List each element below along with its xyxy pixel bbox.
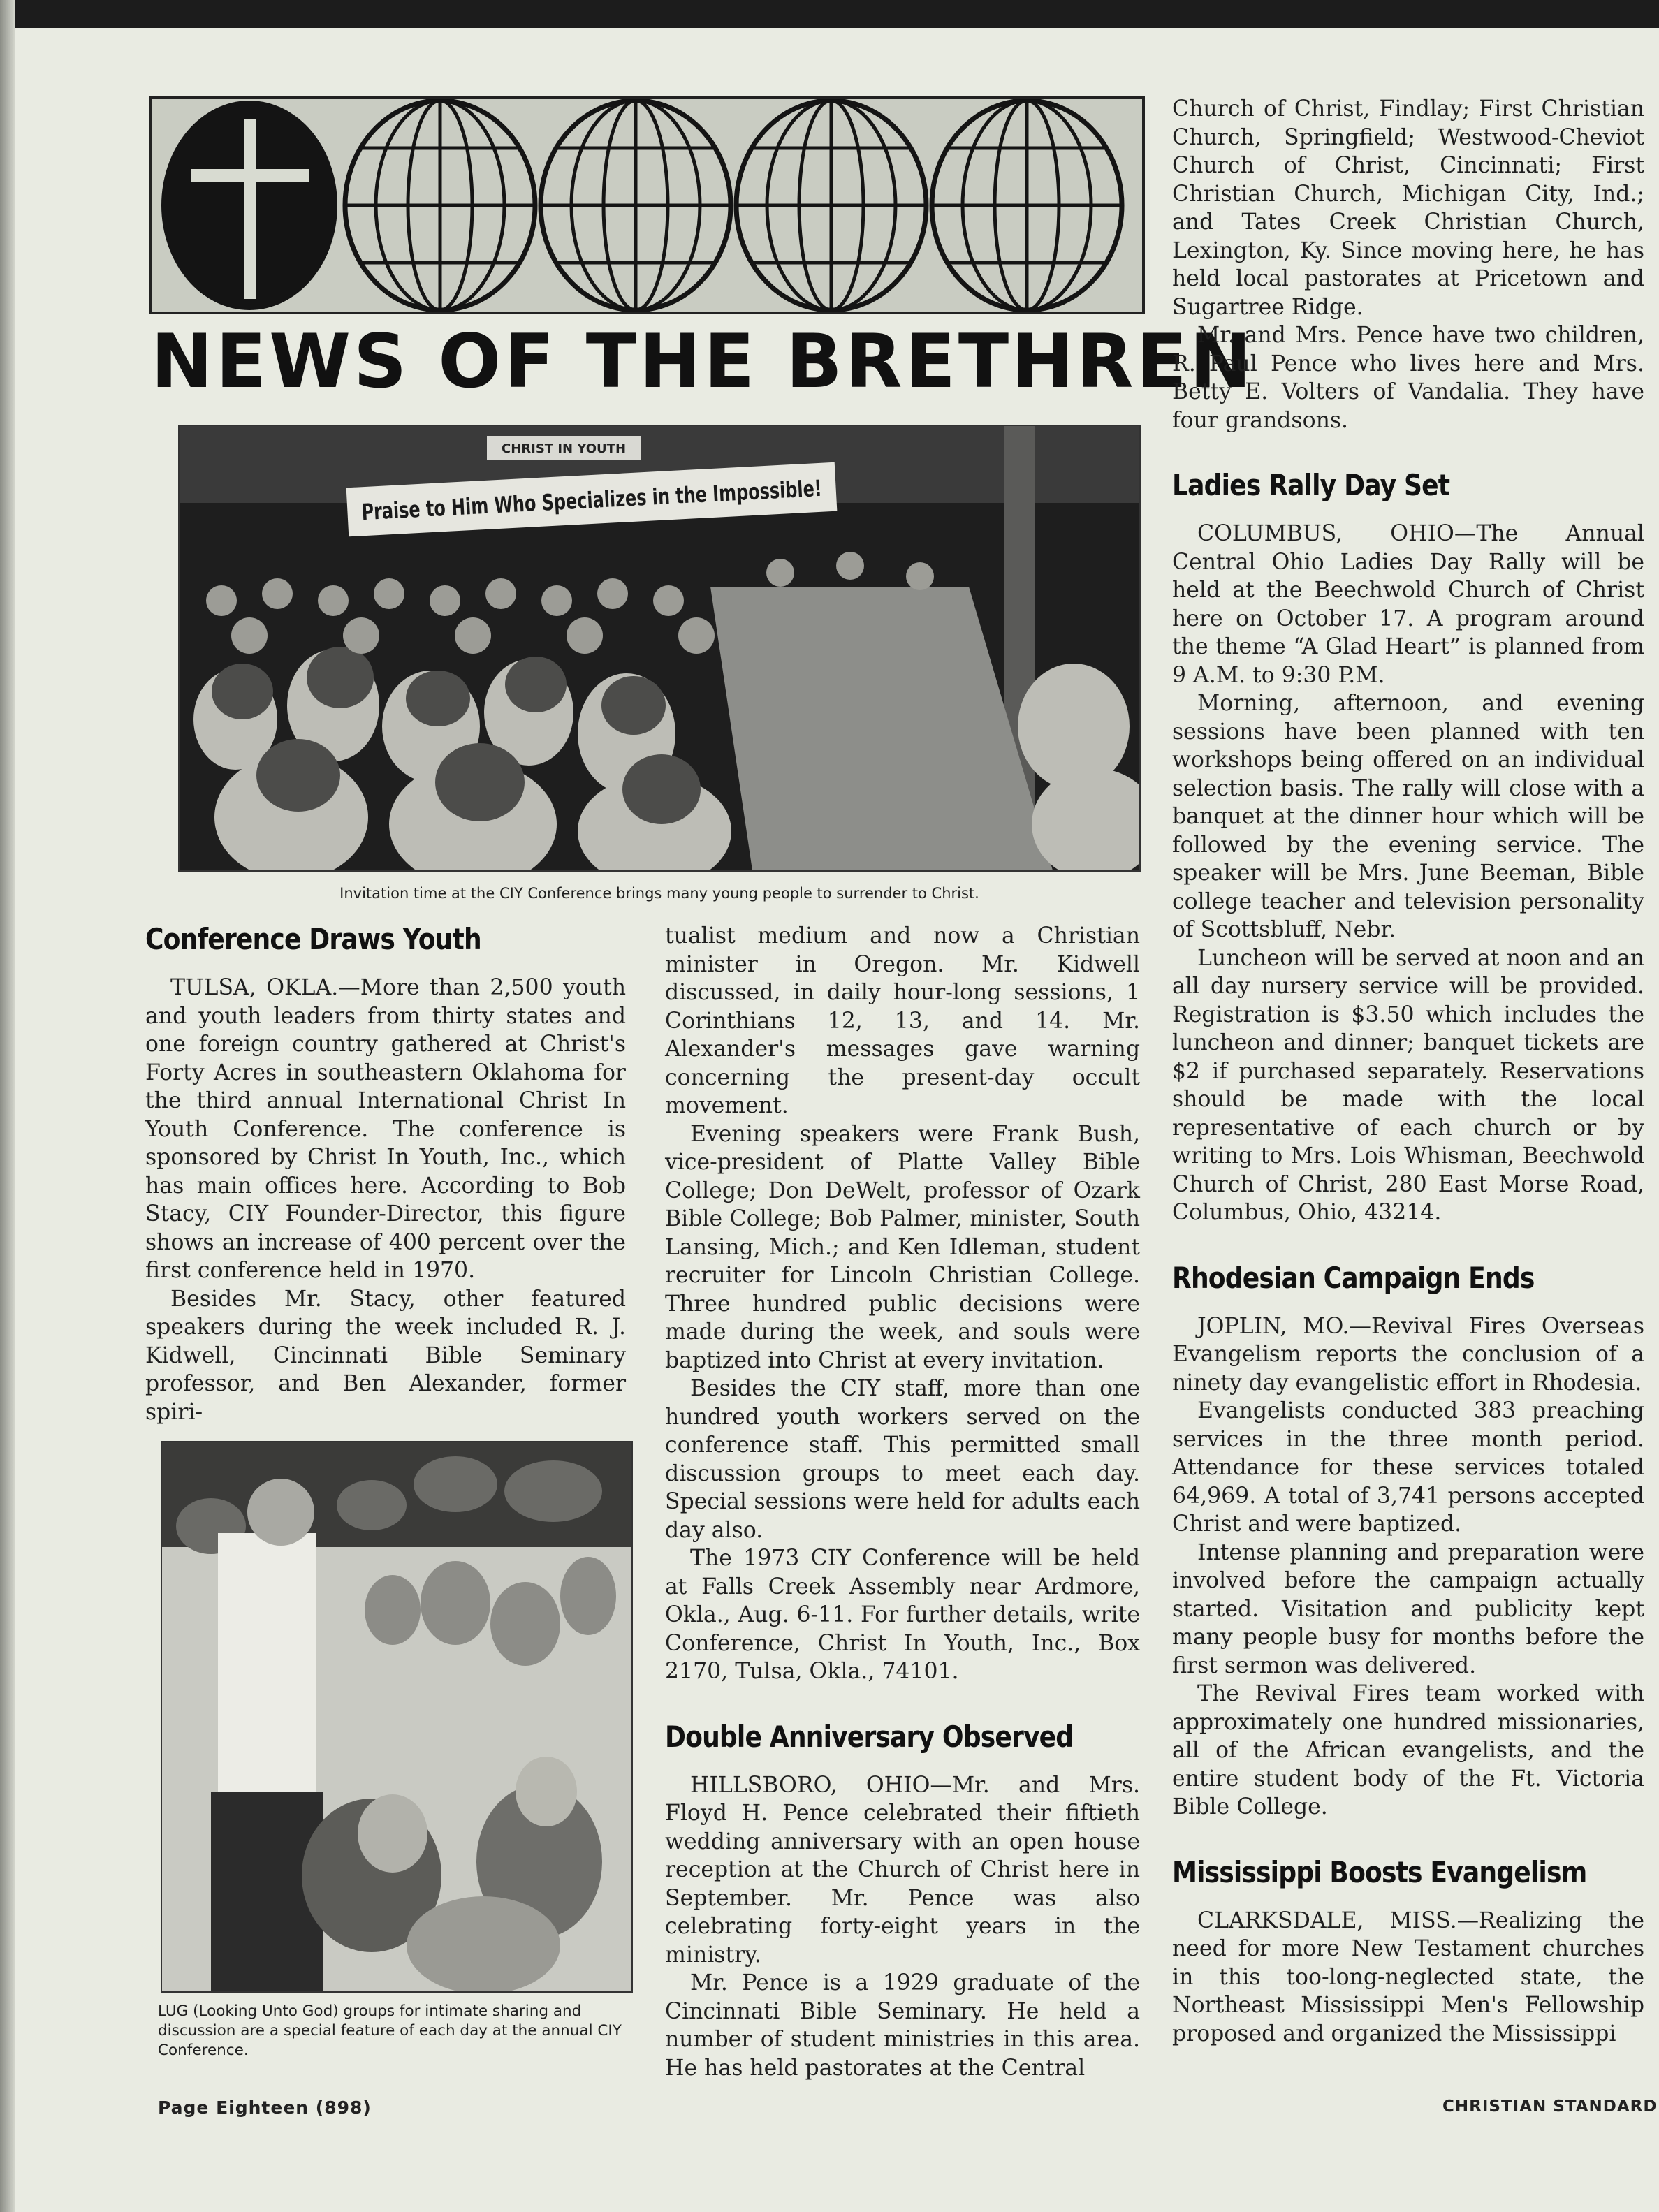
paragraph: HILLSBORO, OHIO—Mr. and Mrs. Floyd H. Pence celebrated their fiftieth wedding anniversary with an open house reception at the Church of Christ here in September. Mr. Pence was also celebrating forty-eight years in the ministry. bbox=[665, 1772, 1140, 1968]
column-2 bbox=[665, 922, 1140, 2082]
scan-top-edge bbox=[0, 0, 1659, 28]
paragraph: The Revival Fires team worked with approximately one hundred missionaries, all of the African evangelists, and the entire student body of the Ft. Victoria Bible College. bbox=[1172, 1681, 1644, 1819]
globe-icons bbox=[345, 101, 1122, 310]
article-title-mississippi: Mississippi Boosts Evangelism bbox=[1172, 1854, 1587, 1889]
paragraph: Besides Mr. Stacy, other featured speakers during the week included R. J. Kidwell, Cincinnati Bible Seminary professor, and Ben Alexander, former spiri- bbox=[145, 1286, 626, 1425]
article-title-ladies: Ladies Rally Day Set bbox=[1172, 468, 1450, 502]
paragraph: TULSA, OKLA.—More than 2,500 youth and youth leaders from thirty states and one foreign country gathered at Christ's Forty Acres in southeastern Oklahoma for the third annual International Christ In Youth Conference. The conference is sponsored by Christ In Youth, Inc., which has main offices here. According to Bob Stacy, CIY Founder-Director, this figure shows an increase of 400 percent over the first conference held in 1970. bbox=[145, 975, 626, 1283]
paragraph: Intense planning and preparation were involved before the campaign actually started. Visitation and publicity kept many people busy for months before the first sermon was delivered. bbox=[1172, 1539, 1644, 1678]
column-1 bbox=[145, 921, 626, 1426]
scan-left-edge bbox=[0, 0, 15, 2212]
paragraph: COLUMBUS, OHIO—The Annual Central Ohio Ladies Day Rally will be held at the Beechwold Church of Christ here on October 17. A program around the theme “A Glad Heart” is planned from 9 A.M. to 9:30 P.M. bbox=[1172, 521, 1644, 688]
paragraph: tualist medium and now a Christian minister in Oregon. Mr. Kidwell discussed, in daily hour-long sessions, 1 Corinthians 12, 13, and 14. Mr. Alexander's messages gave warning concerning the present-day occult movement. bbox=[665, 923, 1140, 1118]
conference-photo bbox=[178, 425, 1141, 872]
paragraph: Mr. Pence is a 1929 graduate of the Cincinnati Bible Seminary. He held a number of student ministries in this area. He has held pastorates at the Central bbox=[665, 1970, 1140, 2081]
column-3 bbox=[1172, 95, 1644, 2048]
paragraph: JOPLIN, MO.—Revival Fires Overseas Evangelism reports the conclusion of a ninety day evangelistic effort in Rhodesia. bbox=[1172, 1313, 1644, 1396]
paragraph: Luncheon will be served at noon and an all day nursery service will be provided. Registration is $3.50 which includes the luncheon and dinner; banquet tickets are $2 if purchased separately. Reservations should be made with the local representative of each church or by writing to Mrs. Lois Whisman, Beechwold Church of Christ, 280 East Morse Road, Columbus, Ohio, 43214. bbox=[1172, 945, 1644, 1225]
page-number: Page Eighteen (898) bbox=[158, 2097, 372, 2118]
article-title-rhodesian: Rhodesian Campaign Ends bbox=[1172, 1260, 1535, 1295]
paragraph: The 1973 CIY Conference will be held at Falls Creek Assembly near Ardmore, Okla., Aug. 6-11. For further details, write Conference, Christ In Youth, Inc., Box 2170, Tulsa, Okla., 74101. bbox=[665, 1546, 1140, 1684]
paragraph: Besides the CIY staff, more than one hundred youth workers served on the conference staff. This permitted small discussion groups to meet each day. Special sessions were held for adults each day also. bbox=[665, 1376, 1140, 1543]
article-title-anniversary: Double Anniversary Observed bbox=[665, 1719, 1074, 1754]
masthead-banner bbox=[149, 96, 1145, 314]
paragraph: Mr. and Mrs. Pence have two children, R. Paul Pence who lives here and Mrs. Betty E. Volters of Vandalia. They have four grandsons. bbox=[1172, 323, 1644, 433]
lug-photo-caption: LUG (Looking Unto God) groups for intimate sharing and discussion are a special feature of each day at the annual CIY Conference. bbox=[158, 2002, 622, 2059]
conference-photo-caption: Invitation time at the CIY Conference brings many young people to surrender to Christ. bbox=[339, 885, 979, 902]
paragraph: Evangelists conducted 383 preaching services in the three month period. Attendance for these services totaled 64,969. A total of 3,741 persons accepted Christ and were baptized. bbox=[1172, 1398, 1644, 1537]
publication-name: CHRISTIAN STANDARD bbox=[1442, 2097, 1658, 2116]
paragraph: Church of Christ, Findlay; First Christian Church, Springfield; Westwood-Cheviot Church of Christ, Cincinnati; First Christian Church, Michigan City, Ind.; and Tates Creek Christian Church, Lexington, Ky. Since moving here, he has held local pastorates at Pricetown and Sugartree Ridge. bbox=[1172, 96, 1644, 320]
paragraph: Evening speakers were Frank Bush, vice-president of Platte Valley Bible College; Don DeWelt, professor of Ozark Bible College; Bob Palmer, minister, South Lansing, Mich.; and Ken Idleman, student recruiter for Lincoln Christian College. Three hundred public decisions were made during the week, and souls were baptized into Christ at every invitation. bbox=[665, 1121, 1140, 1373]
article-title-conference: Conference Draws Youth bbox=[145, 922, 481, 956]
paragraph: CLARKSDALE, MISS.—Realizing the need for more New Testament churches in this too-long-neglected state, the Northeast Mississippi Men's Fellowship proposed and organized the Mississippi bbox=[1172, 1907, 1644, 2046]
lug-group-photo bbox=[161, 1441, 633, 1993]
paragraph: Morning, afternoon, and evening sessions have been planned with ten workshops being offered on an individual selection basis. The rally will close with a banquet at the dinner hour which will be followed by the evening service. The speaker will be Mrs. June Beeman, Bible college teacher and television personality of Scottsbluff, Nebr. bbox=[1172, 691, 1644, 942]
section-headline: NEWS OF THE BRETHREN bbox=[151, 318, 1255, 404]
banner-large-text: Praise to Him Who Specializes in the Impossible! bbox=[360, 467, 978, 526]
banner-small-text: CHRIST IN YOUTH bbox=[501, 441, 627, 456]
